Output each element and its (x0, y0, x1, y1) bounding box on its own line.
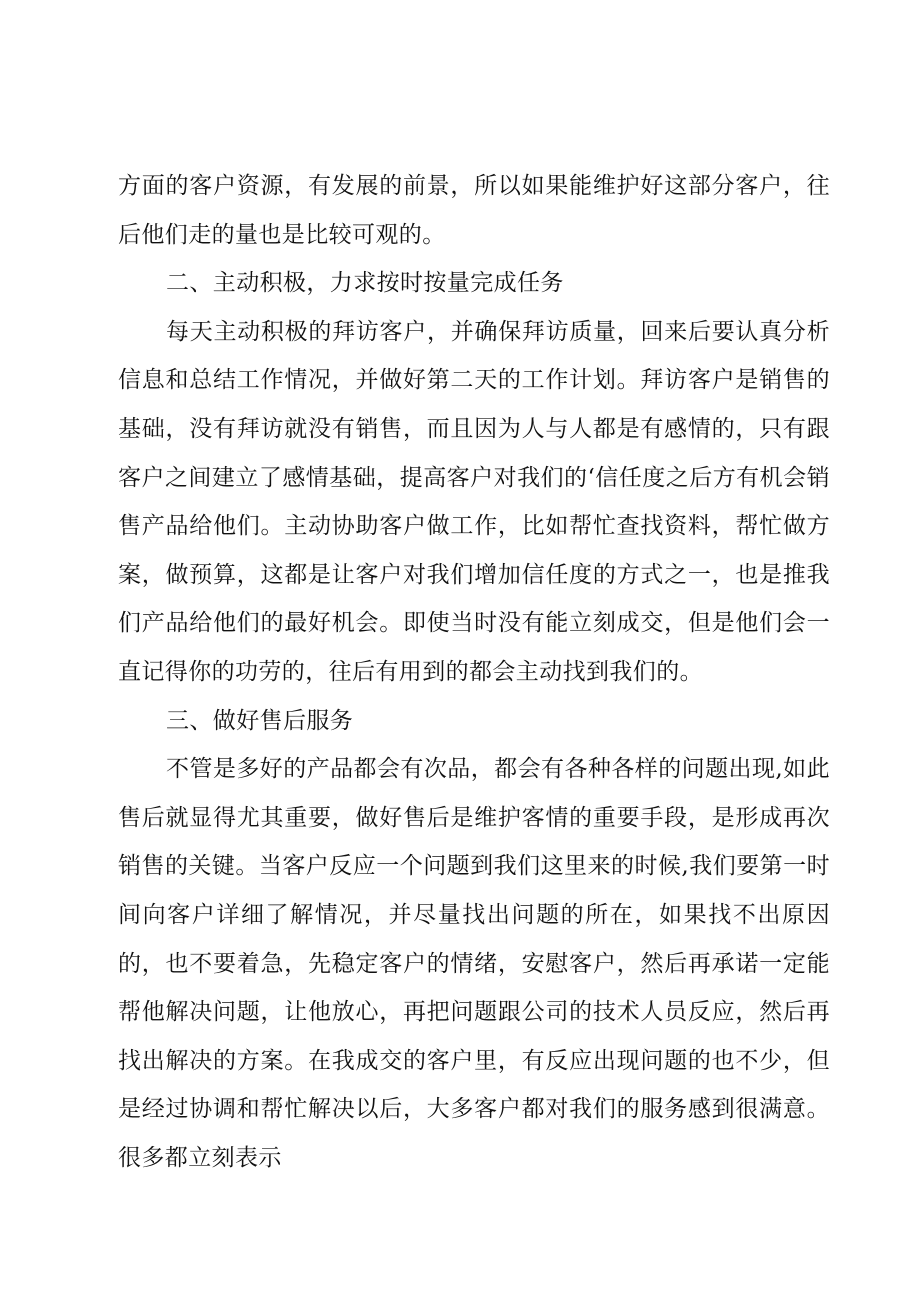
paragraph-continuation: 方面的客户资源，有发展的前景，所以如果能维护好这部分客户，往后他们走的量也是比较可观的。 (118, 173, 830, 248)
document-body (118, 162, 830, 1182)
section-heading-2: 二、主动积极，力求按时按量完成任务 (166, 270, 564, 297)
section-heading-3: 三、做好售后服务 (166, 707, 354, 734)
paragraph-visits: 每天主动积极的拜访客户，并确保拜访质量，回来后要认真分析信息和总结工作情况，并做好第二天的工作计划。拜访客户是销售的基础，没有拜访就没有销售，而且因为人与人都是有感情的，只有跟客户之间建立了感情基础，提高客户对我们的‘信任度之后方有机会销售产品给他们。主动协助客户做工作，比如帮忙查找资料，帮忙做方案，做预算，这都是让客户对我们增加信任度的方式之一，也是推我们产品给他们的最好机会。即使当时没有能立刻成交，但是他们会一直记得你的功劳的，往后有用到的都会主动找到我们的。 (118, 318, 830, 685)
paragraph-after-sales: 不管是多好的产品都会有次品，都会有各种各样的问题出现,如此售后就显得尤其重要，做好售后是维护客情的重要手段，是形成再次销售的关键。当客户反应一个问题到我们这里来的时候,我们要第一时间向客户详细了解情况，并尽量找出问题的所在，如果找不出原因的，也不要着急，先稳定客户的情绪，安慰客户，然后再承诺一定能帮他解决问题，让他放心，再把问题跟公司的技术人员反应，然后再找出解决的方案。在我成交的客户里，有反应出现问题的也不少，但是经过协调和帮忙解决以后，大多客户都对我们的服务感到很满意。很多都立刻表示 (118, 756, 830, 1171)
